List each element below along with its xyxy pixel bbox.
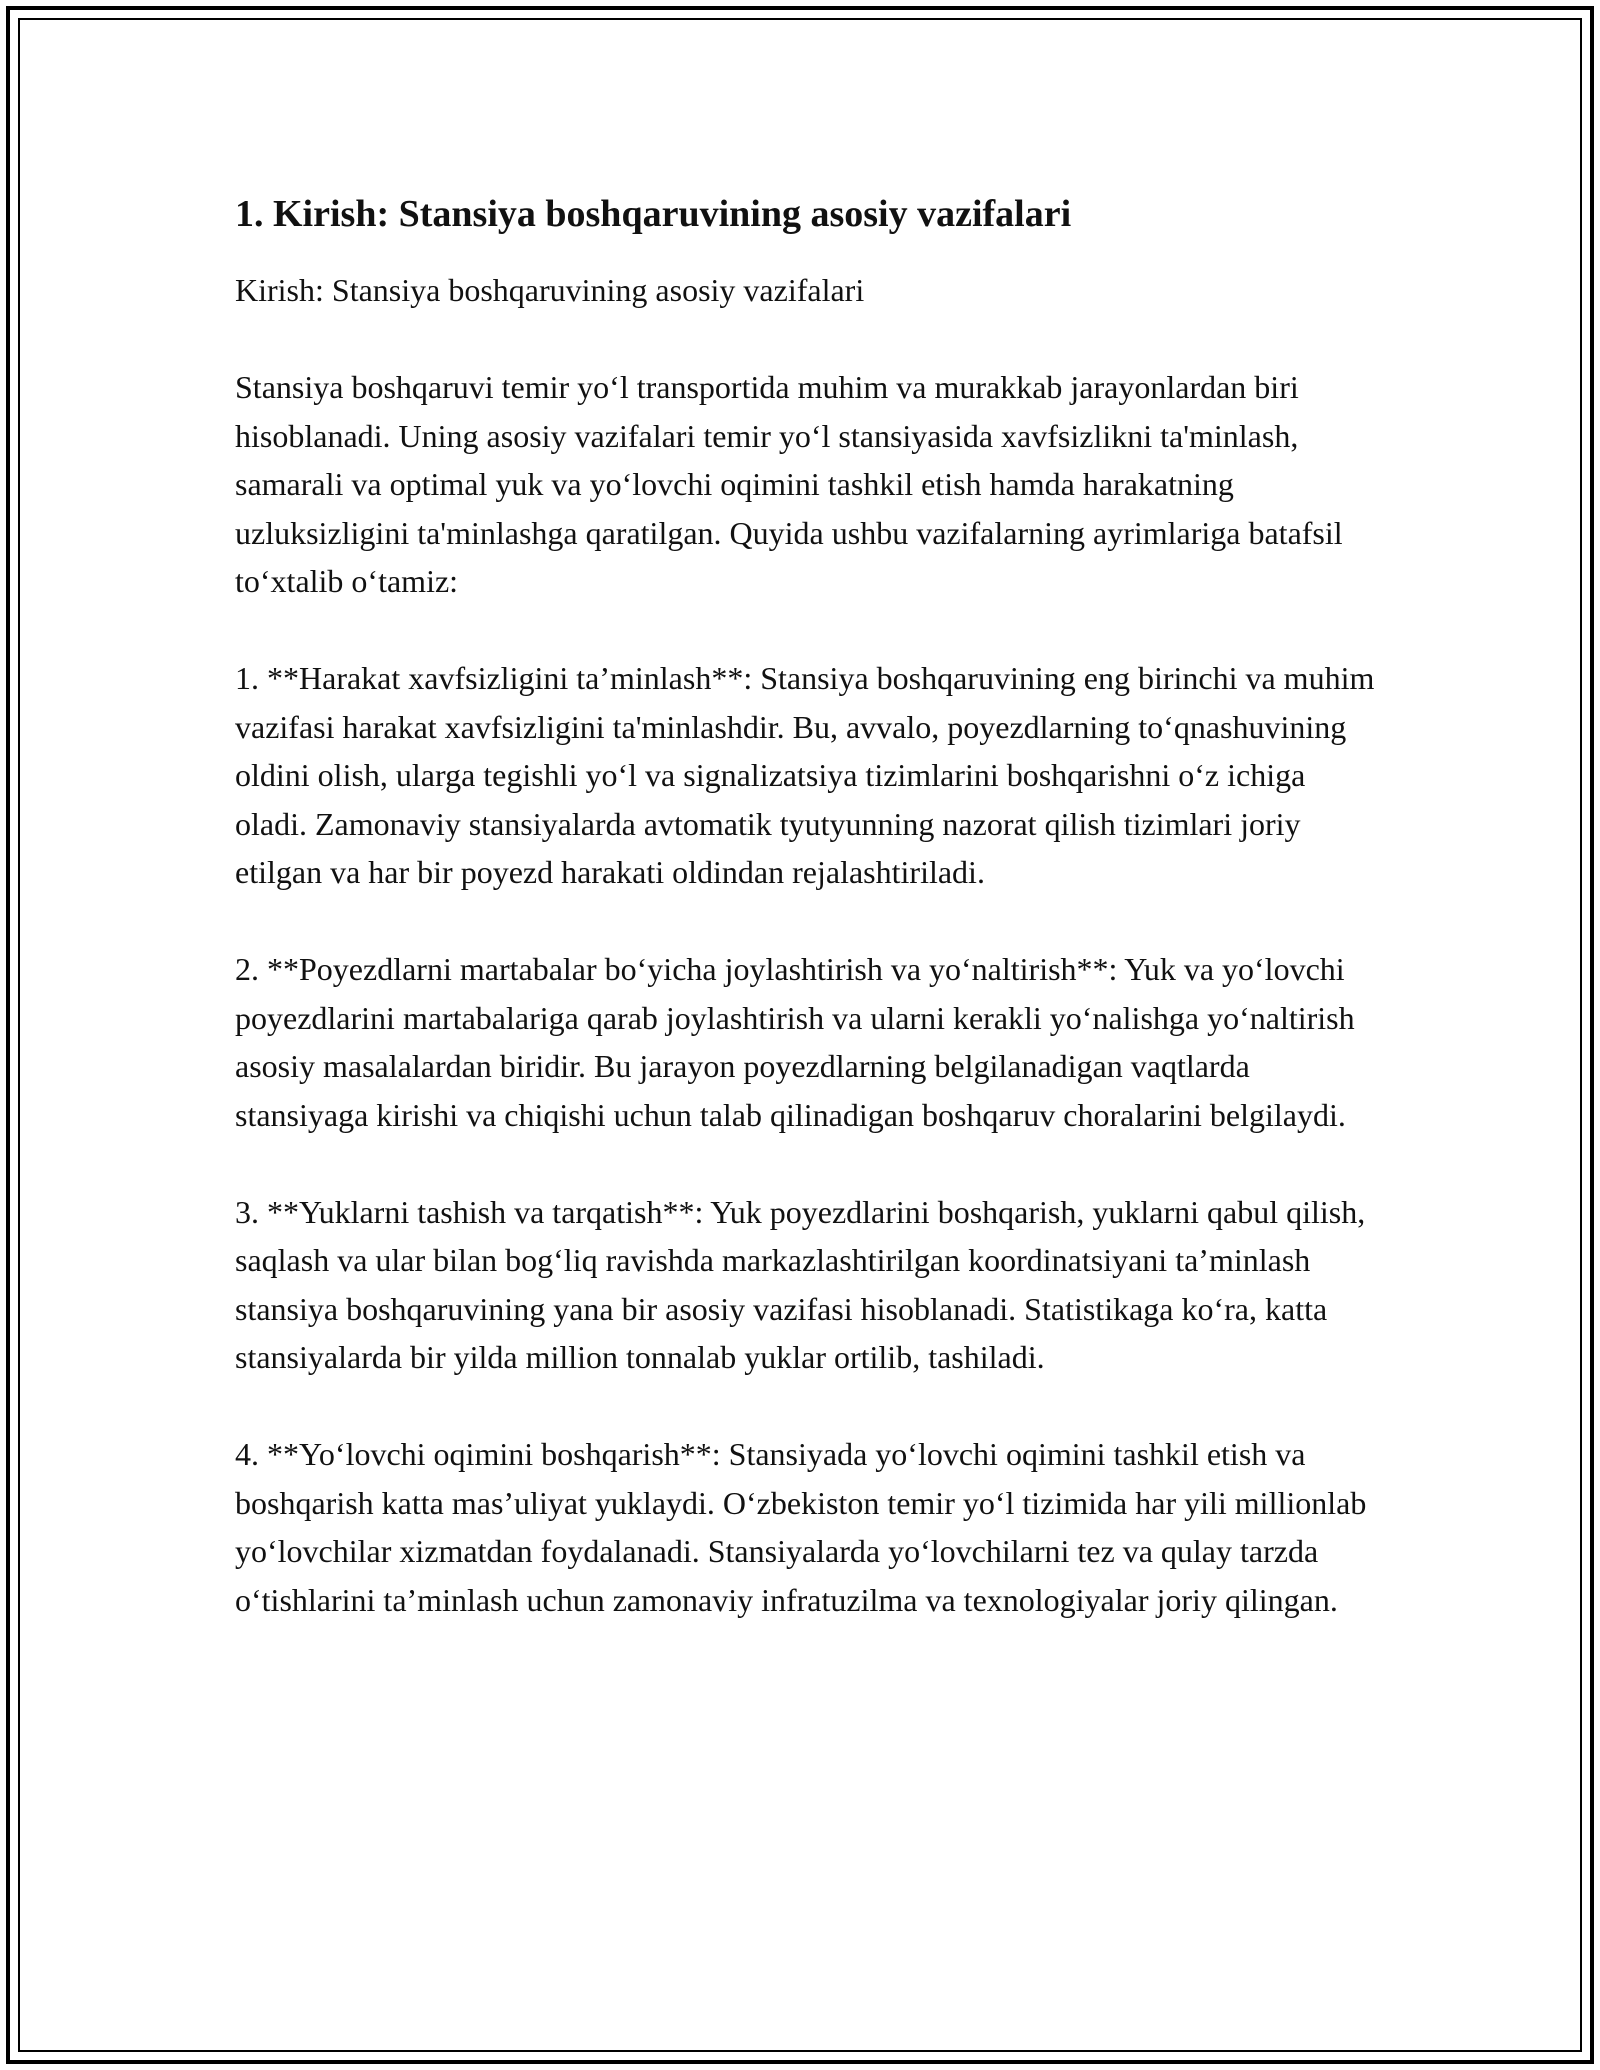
document-title: 1. Kirish: Stansiya boshqaruvining asosiy vazifalari xyxy=(235,193,1072,235)
list-item: 2. **Poyezdlarni martabalar bo‘yicha joylashtirish va yo‘naltirish**: Yuk va yo‘lovchi poyezdlarini martabalariga qarab joylashtirish va ularni kerakli yo‘nalishga yo‘naltirish asosiy masalalardan biridir. Bu jarayon poyezdlarning belgilanadigan vaqtlarda stansiyaga kirishi va chiqishi uchun talab qilinadigan boshqaruv choralarini belgilaydi. xyxy=(235,951,1355,1133)
document-subtitle: Kirish: Stansiya boshqaruvining asosiy vazifalari xyxy=(235,272,865,308)
intro-paragraph: Stansiya boshqaruvi temir yo‘l transportida muhim va murakkab jarayonlardan biri hisoblanadi. Uning asosiy vazifalari temir yo‘l stansiyasida xavfsizlikni ta'minlash, samarali va optimal yuk va yo‘lovchi oqimini tashkil etish hamda harakatning uzluksizligini ta'minlashga qaratilgan. Quyida ushbu vazifalarning ayrimlariga batafsil to‘xtalib o‘tamiz: xyxy=(235,369,1343,599)
list-item: 1. **Harakat xavfsizligini ta’minlash**: Stansiya boshqaruvining eng birinchi va muhim vazifasi harakat xavfsizligini ta'minlashdir. Bu, avvalo, poyezdlarning to‘qnashuvining oldini olish, ularga tegishli yo‘l va signalizatsiya tizimlarini boshqarishni o‘z ichiga oladi. Zamonaviy stansiyalarda avtomatik tyutyunning nazorat qilish tizimlari joriy etilgan va har bir poyezd harakati oldindan rejalashtiriladi. xyxy=(235,660,1375,890)
list-item: 3. **Yuklarni tashish va tarqatish**: Yuk poyezdlarini boshqarish, yuklarni qabul qilish, saqlash va ular bilan bog‘liq ravishda markazlashtirilgan koordinatsiyani ta’minlash stansiya boshqaruvining yana bir asosiy vazifasi hisoblanadi. Statistikaga ko‘ra, katta stansiyalarda bir yilda million tonnalab yuklar ortilib, tashiladi. xyxy=(235,1193,1366,1375)
document-body xyxy=(235,188,1375,1673)
list-item: 4. **Yo‘lovchi oqimini boshqarish**: Stansiyada yo‘lovchi oqimini tashkil etish va boshqarish katta mas’uliyat yuklaydi. O‘zbekiston temir yo‘l tizimida har yili millionlab yo‘lovchilar xizmatdan foydalanadi. Stansiyalarda yo‘lovchilarni tez va qulay tarzda o‘tishlarini ta’minlash uchun zamonaviy infratuzilma va texnologiyalar joriy qilingan. xyxy=(235,1436,1367,1618)
